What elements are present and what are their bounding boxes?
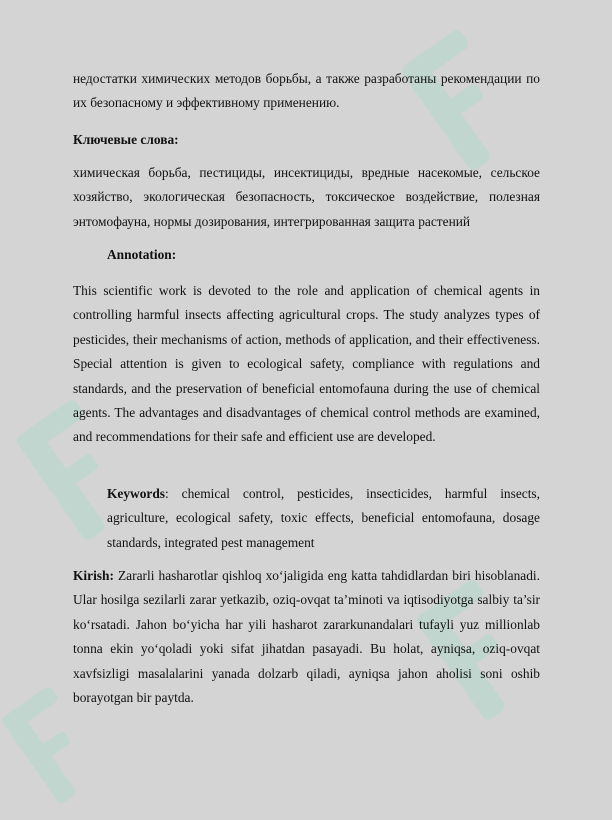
keywords-paragraph [73, 482, 540, 555]
annotation-text: This scientific work is devoted to the role and application of chemical agents in controlling harmful insects affecting agricultural crops. The study analyzes types of pesticides, their mechanisms of action, methods of application, and their effectiveness. Special attention is given to ecological safety, compliance with regulations and standards, and the preservation of beneficial entomofauna during the use of chemical agents. The advantages and disadvantages of chemical control methods are examined, and recommendations for their safe and efficient use are developed. [73, 283, 540, 445]
kirish-label: Kirish: [73, 568, 114, 583]
keywords-label: Keywords [107, 486, 166, 501]
ru-keywords-heading: Ключевые слова: [73, 132, 179, 147]
kirish-paragraph [73, 564, 540, 710]
ru-keywords-text: химическая борьба, пестициды, инсектициды, вредные насекомые, сельское хозяйство, экологическая безопасность, токсическое воздействие, полезная энтомофауна, нормы дозирования, интегрированная защита растений [73, 165, 540, 229]
annotation-heading: Annotation: [107, 247, 177, 262]
kirish-text: Zararli hasharotlar qishloq xo‘jaligida eng katta tahdidlardan biri hisoblanadi. Ular hosilga sezilarli zarar yetkazib, oziq-ovqat ta’minoti va iqtisodiyotga salbiy ta’sir ko‘rsatadi. Jahon bo‘yicha har yili hasharot zararkunandalari tufayli yuz millionlab tonna ekin yo‘qoladi yoki sifat jihatdan pasayadi. Bu holat, ayniqsa, oziq-ovqat xavfsizligi masalalarini yanada dolzarb qiladi, ayniqsa jahon aholisi soni oshib borayotgan bir paytda. [73, 568, 540, 706]
ru-abstract-end: недостатки химических методов борьбы, а также разработаны рекомендации по их безопасному и эффективному применению. [73, 71, 540, 111]
keywords-text: : chemical control, pesticides, insecticides, harmful insects, agriculture, ecological safety, toxic effects, beneficial entomofauna, dosage standards, integrated pest management [107, 486, 540, 550]
